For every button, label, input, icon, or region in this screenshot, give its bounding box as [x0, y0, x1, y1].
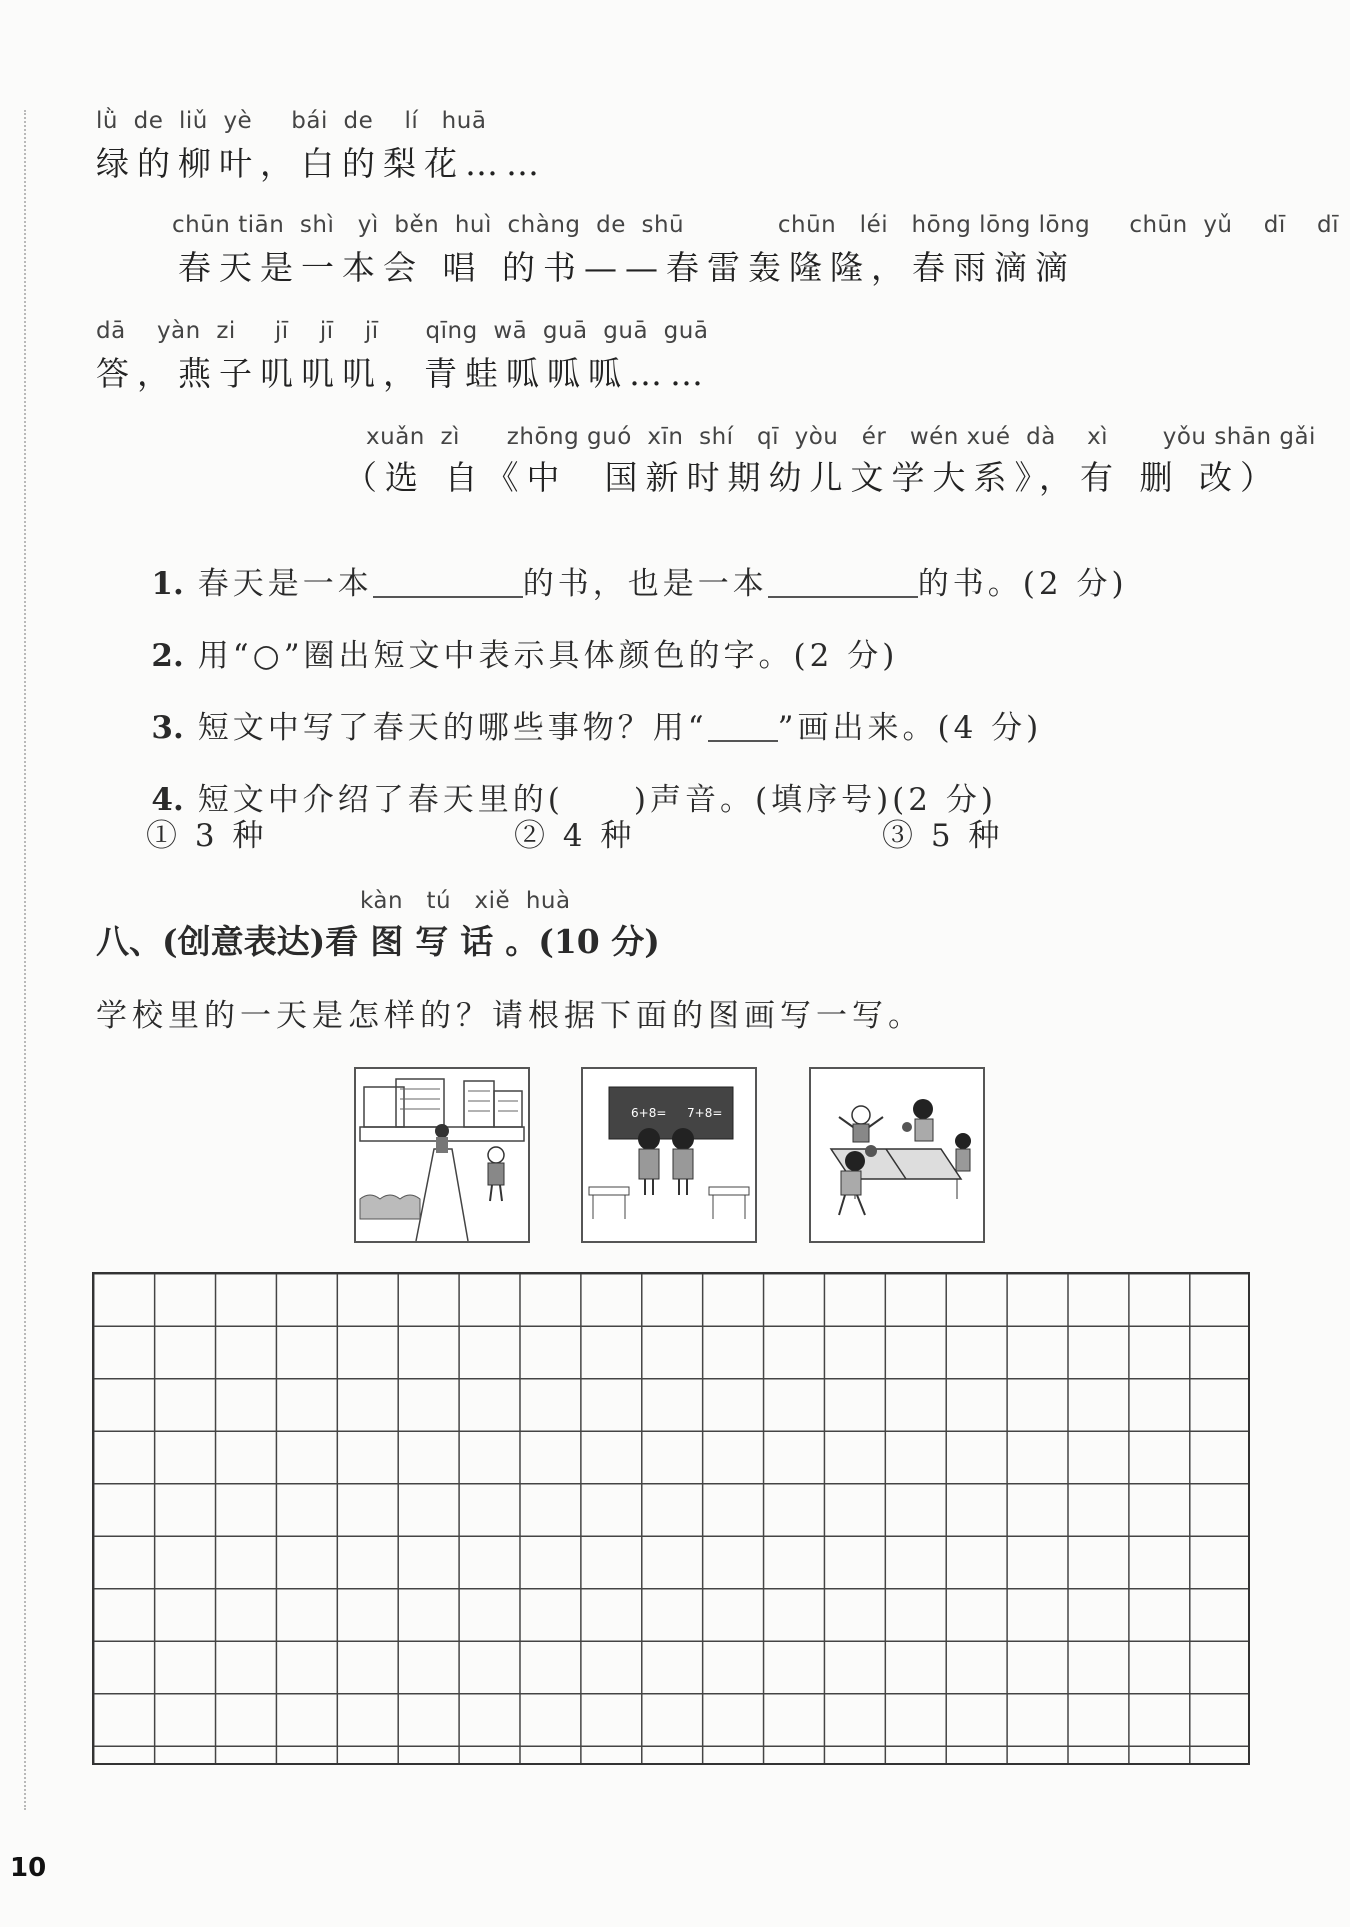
- text-line-3: 答，燕子叽叽叽，青蛙呱呱呱……: [96, 354, 711, 393]
- option-1[interactable]: ① 3 种: [146, 818, 268, 854]
- question-4: 4. 短文中介绍了春天里的( )声音。(填序号)(2 分): [151, 782, 997, 818]
- question-3: 3. 短文中写了春天的哪些事物？用“ ”画出来。(4 分): [151, 710, 1043, 746]
- fold-line: [24, 110, 26, 1810]
- pinyin-line-1: lǜ de liǔ yè bái de lí huā: [96, 108, 487, 134]
- board-left-text: 6+8=: [631, 1106, 667, 1120]
- pinyin-line-2: chūn tiān shì yì běn huì chàng de shū chūn léi hōng lōng lōng chūn yǔ dī dī: [172, 212, 1339, 238]
- pinyin-line-3: dā yàn zi jī jī jī qīng wā guā guā guā: [96, 318, 709, 344]
- section8-pinyin: kàn tú xiě huà: [360, 888, 571, 914]
- pinyin-source: xuǎn zì zhōng guó xīn shí qī yòu ér wén xué dà xì yǒu shān gǎi: [366, 424, 1316, 450]
- question-2: 2. 用“○”圈出短文中表示具体颜色的字。(2 分): [151, 638, 899, 674]
- picture-ping-pong: [809, 1067, 985, 1243]
- text-line-1: 绿的柳叶，白的梨花……: [96, 144, 547, 183]
- picture-classroom: [581, 1067, 757, 1243]
- option-3[interactable]: ③ 5 种: [882, 818, 1004, 854]
- text-line-2: 春天是一本会 唱 的书——春雷轰隆隆，春雨滴滴: [178, 248, 1076, 287]
- section8-prompt: 学校里的一天是怎样的？请根据下面的图画写一写。: [96, 998, 924, 1034]
- board-right-text: 7+8=: [687, 1106, 723, 1120]
- page-number: 10: [10, 1853, 47, 1883]
- source-note: （选 自《中 国新时期幼儿文学大系》，有 删 改）: [344, 458, 1281, 497]
- picture-school-gate: [354, 1067, 530, 1243]
- writing-grid[interactable]: [92, 1272, 1250, 1765]
- section8-heading: 八、(创意表达)看图写话。(10 分): [96, 922, 660, 961]
- option-2[interactable]: ② 4 种: [514, 818, 636, 854]
- question-1: 1. 春天是一本 的书，也是一本 的书。(2 分): [151, 566, 1128, 602]
